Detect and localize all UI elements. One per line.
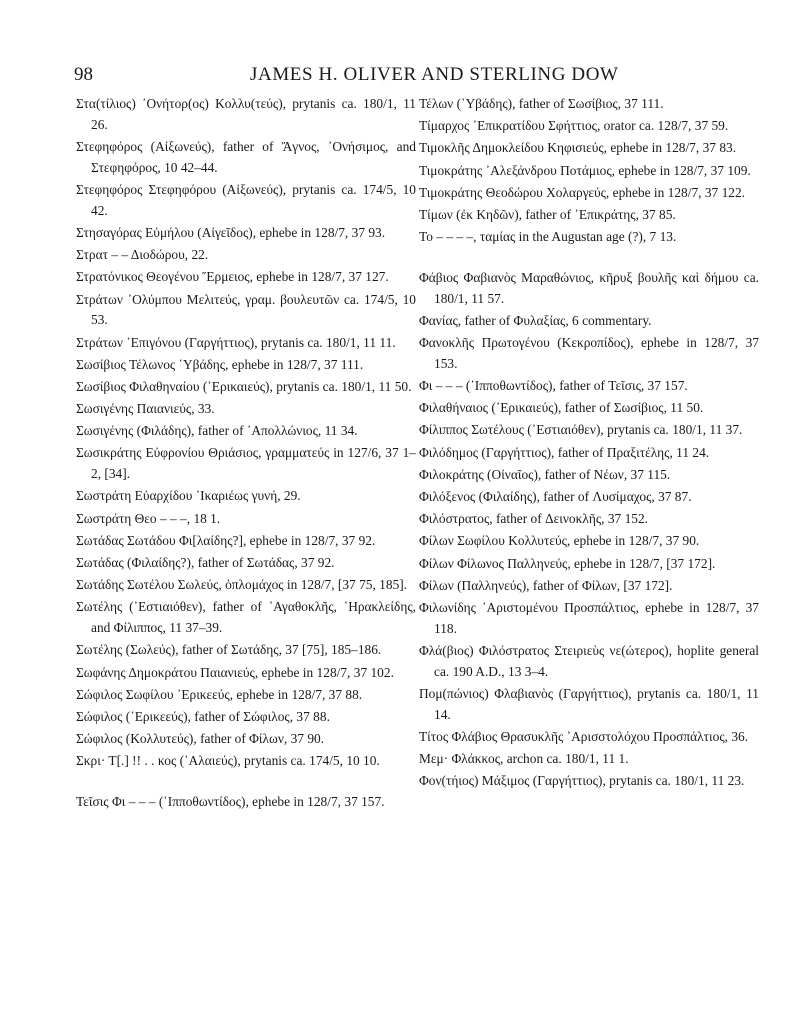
index-entry: Φάβιος Φαβιανὸς Μαραθώνιος, κῆρυξ βουλῆς καὶ δήμου ca. 180/1, 11 57. bbox=[419, 269, 759, 306]
index-entry: Φανίας, father of Φυλαξίας, 6 commentary. bbox=[419, 312, 652, 328]
index-entry: Φίλων (Παλληνεύς), father of Φίλων, [37 172]. bbox=[419, 577, 673, 593]
index-entry: Σωτάδας (Φιλαίδης?), father of Σωτάδας, 37 92. bbox=[76, 554, 335, 570]
index-entry: Πομ(πώνιος) Φλαβιανὸς (Γαργήττιος), prytanis ca. 180/1, 11 14. bbox=[419, 685, 759, 722]
index-entry: Σώφιλος (Κολλυτεύς), father of Φίλων, 37 90. bbox=[76, 731, 325, 747]
right-column bbox=[419, 94, 759, 793]
index-entry: Τεῖσις Φι – – – (῾Ιπποθωντίδος), ephebe in 128/7, 37 157. bbox=[76, 794, 385, 810]
index-entry: Μεμ· Φλάκκος, archon ca. 180/1, 11 1. bbox=[419, 751, 629, 767]
index-entry: Σωστράτη Εὐαρχίδου ᾿Ικαριέως γυνή, 29. bbox=[76, 488, 301, 504]
index-entry: Σώφιλος (᾿Ερικεεύς), father of Σώφιλος, 37 88. bbox=[76, 708, 330, 724]
index-entry: Σωτέλης (᾿Εστιαιόθεν), father of ᾿Αγαθοκλῆς, ῾Ηρακλείδης, and Φίλιππος, 11 37–39. bbox=[76, 599, 416, 636]
index-entry: Σωτάδης Σωτέλου Σωλεύς, ὁπλομάχος in 128/7, [37 75, 185]. bbox=[76, 577, 408, 593]
index-entry: Σωσίβιος Τέλωνος ῾Υβάδης, ephebe in 128/7, 37 111. bbox=[76, 356, 364, 372]
index-entry: Σωτάδας Σωτάδου Φι[λαίδης?], ephebe in 128/7, 37 92. bbox=[76, 532, 376, 548]
index-entry: Φιλόστρατος, father of Δεινοκλῆς, 37 152. bbox=[419, 511, 649, 527]
index-entry: Φιλόξενος (Φιλαίδης), father of Λυσίμαχος, 37 87. bbox=[419, 489, 692, 505]
index-entry: Στρατ – – Διοδώρου, 22. bbox=[76, 247, 209, 263]
index-entry: Φον(τήιος) Μάξιμος (Γαργήττιος), prytanis ca. 180/1, 11 23. bbox=[419, 773, 745, 789]
index-entry: Φίλων Φίλωνος Παλληνεύς, ephebe in 128/7, [37 172]. bbox=[419, 555, 716, 571]
index-entry: Τιμοκράτης Θεοδώρου Χολαργεύς, ephebe in 128/7, 37 122. bbox=[419, 184, 746, 200]
index-entry: Φίλων Σωφίλου Κολλυτεύς, ephebe in 128/7, 37 90. bbox=[419, 533, 700, 549]
left-column bbox=[76, 94, 416, 814]
index-entry: Φιλαθήναιος (᾿Ερικαιεύς), father of Σωσίβιος, 11 50. bbox=[419, 400, 704, 416]
index-entry: Στρατόνικος Θεογένου Ἕρμειος, ephebe in 128/7, 37 127. bbox=[76, 269, 389, 285]
index-entry: Στράτων ᾿Ολύμπου Μελιτεύς, γραμ. βουλευτῶν ca. 174/5, 10 53. bbox=[76, 291, 416, 328]
running-head: JAMES H. OLIVER AND STERLING DOW bbox=[250, 64, 619, 85]
index-entry: Τίτος Φλάβιος Θρασυκλῆς ᾿Αρισστολόχου Προσπάλτιος, 36. bbox=[419, 728, 749, 744]
index-entry: Σκρι· Τ[.] !! . . κος (῾Αλαιεύς), prytanis ca. 174/5, 10 10. bbox=[76, 753, 380, 769]
index-entry: Τίμαρχος ᾿Επικρατίδου Σφήττιος, orator ca. 128/7, 37 59. bbox=[419, 118, 729, 134]
index-entry: Τέλων (῾Υβάδης), father of Σωσίβιος, 37 111. bbox=[419, 96, 664, 111]
index-entry: Σωστράτη Θεο – – –, 18 1. bbox=[76, 510, 221, 526]
index-entry: Φι – – – (῾Ιπποθωντίδος), father of Τεῖσις, 37 157. bbox=[419, 378, 688, 394]
page-header bbox=[74, 64, 739, 92]
index-entry: Στησαγόρας Εὐμήλου (Αἰγεῖδος), ephebe in 128/7, 37 93. bbox=[76, 224, 386, 240]
index-entry: Στα(τίλιος) ᾿Ονήτορ(ος) Κολλυ(τεύς), prytanis ca. 180/1, 11 26. bbox=[76, 96, 416, 132]
index-entry: Φιλωνίδης ᾿Αριστομένου Προσπάλτιος, ephebe in 128/7, 37 118. bbox=[419, 599, 759, 636]
index-entry: Σωφάνης Δημοκράτου Παιανιεύς, ephebe in 128/7, 37 102. bbox=[76, 664, 394, 680]
index-entry: Φίλιππος Σωτέλους (᾿Εστιαιόθεν), prytanis ca. 180/1, 11 37. bbox=[419, 422, 743, 438]
index-entry: Φλά(βιος) Φιλόστρατος Στειριεὺς νε(ώτερος), hoplite general ca. 190 A.D., 13 3–4. bbox=[419, 642, 759, 679]
index-entry: Φανοκλῆς Πρωτογένου (Κεκροπίδος), ephebe in 128/7, 37 153. bbox=[419, 335, 759, 371]
page-number: 98 bbox=[74, 64, 93, 85]
index-entry: Σωτέλης (Σωλεύς), father of Σωτάδης, 37 [75], 185–186. bbox=[76, 642, 382, 658]
index-entry: Το – – – –, ταμίας in the Augustan age (?), 7 13. bbox=[419, 229, 677, 245]
index-entry: Στεφηφόρος Στεφηφόρου (Αἰξωνεύς), prytanis ca. 174/5, 10 42. bbox=[76, 181, 416, 218]
index-entry: Σώφιλος Σωφίλου ᾿Ερικεεύς, ephebe in 128/7, 37 88. bbox=[76, 686, 363, 702]
index-entry: Τίμων (ἐκ Κηδῶν), father of ᾿Επικράτης, 37 85. bbox=[419, 206, 676, 222]
index-entry: Σωσικράτης Εὐφρονίου Θριάσιος, γραμματεύς in 127/6, 37 1–2, [34]. bbox=[76, 445, 416, 482]
index-entry: Σωσιγένης (Φιλάδης), father of ᾿Απολλώνιος, 11 34. bbox=[76, 423, 358, 439]
index-entry: Φιλοκράτης (Οἰναῖος), father of Νέων, 37 115. bbox=[419, 466, 671, 482]
index-entry: Τιμοκλῆς Δημοκλείδου Κηφισιεύς, ephebe in 128/7, 37 83. bbox=[419, 140, 737, 156]
index-entry: Σωσίβιος Φιλαθηναίου (᾿Ερικαιεύς), prytanis ca. 180/1, 11 50. bbox=[76, 378, 412, 394]
index-entry: Στράτων ᾿Επιγόνου (Γαργήττιος), prytanis ca. 180/1, 11 11. bbox=[76, 334, 396, 350]
index-entry: Φιλόδημος (Γαργήττιος), father of Πραξιτέλης, 11 24. bbox=[419, 444, 710, 460]
index-entry: Τιμοκράτης ᾿Αλεξάνδρου Ποτάμιος, ephebe in 128/7, 37 109. bbox=[419, 162, 751, 178]
index-entry: Σωσιγένης Παιανιεύς, 33. bbox=[76, 401, 215, 417]
index-entry: Στεφηφόρος (Αἰξωνεύς), father of Ἄγνος, ᾿Ονήσιμος, and Στεφηφόρος, 10 42–44. bbox=[76, 138, 416, 175]
